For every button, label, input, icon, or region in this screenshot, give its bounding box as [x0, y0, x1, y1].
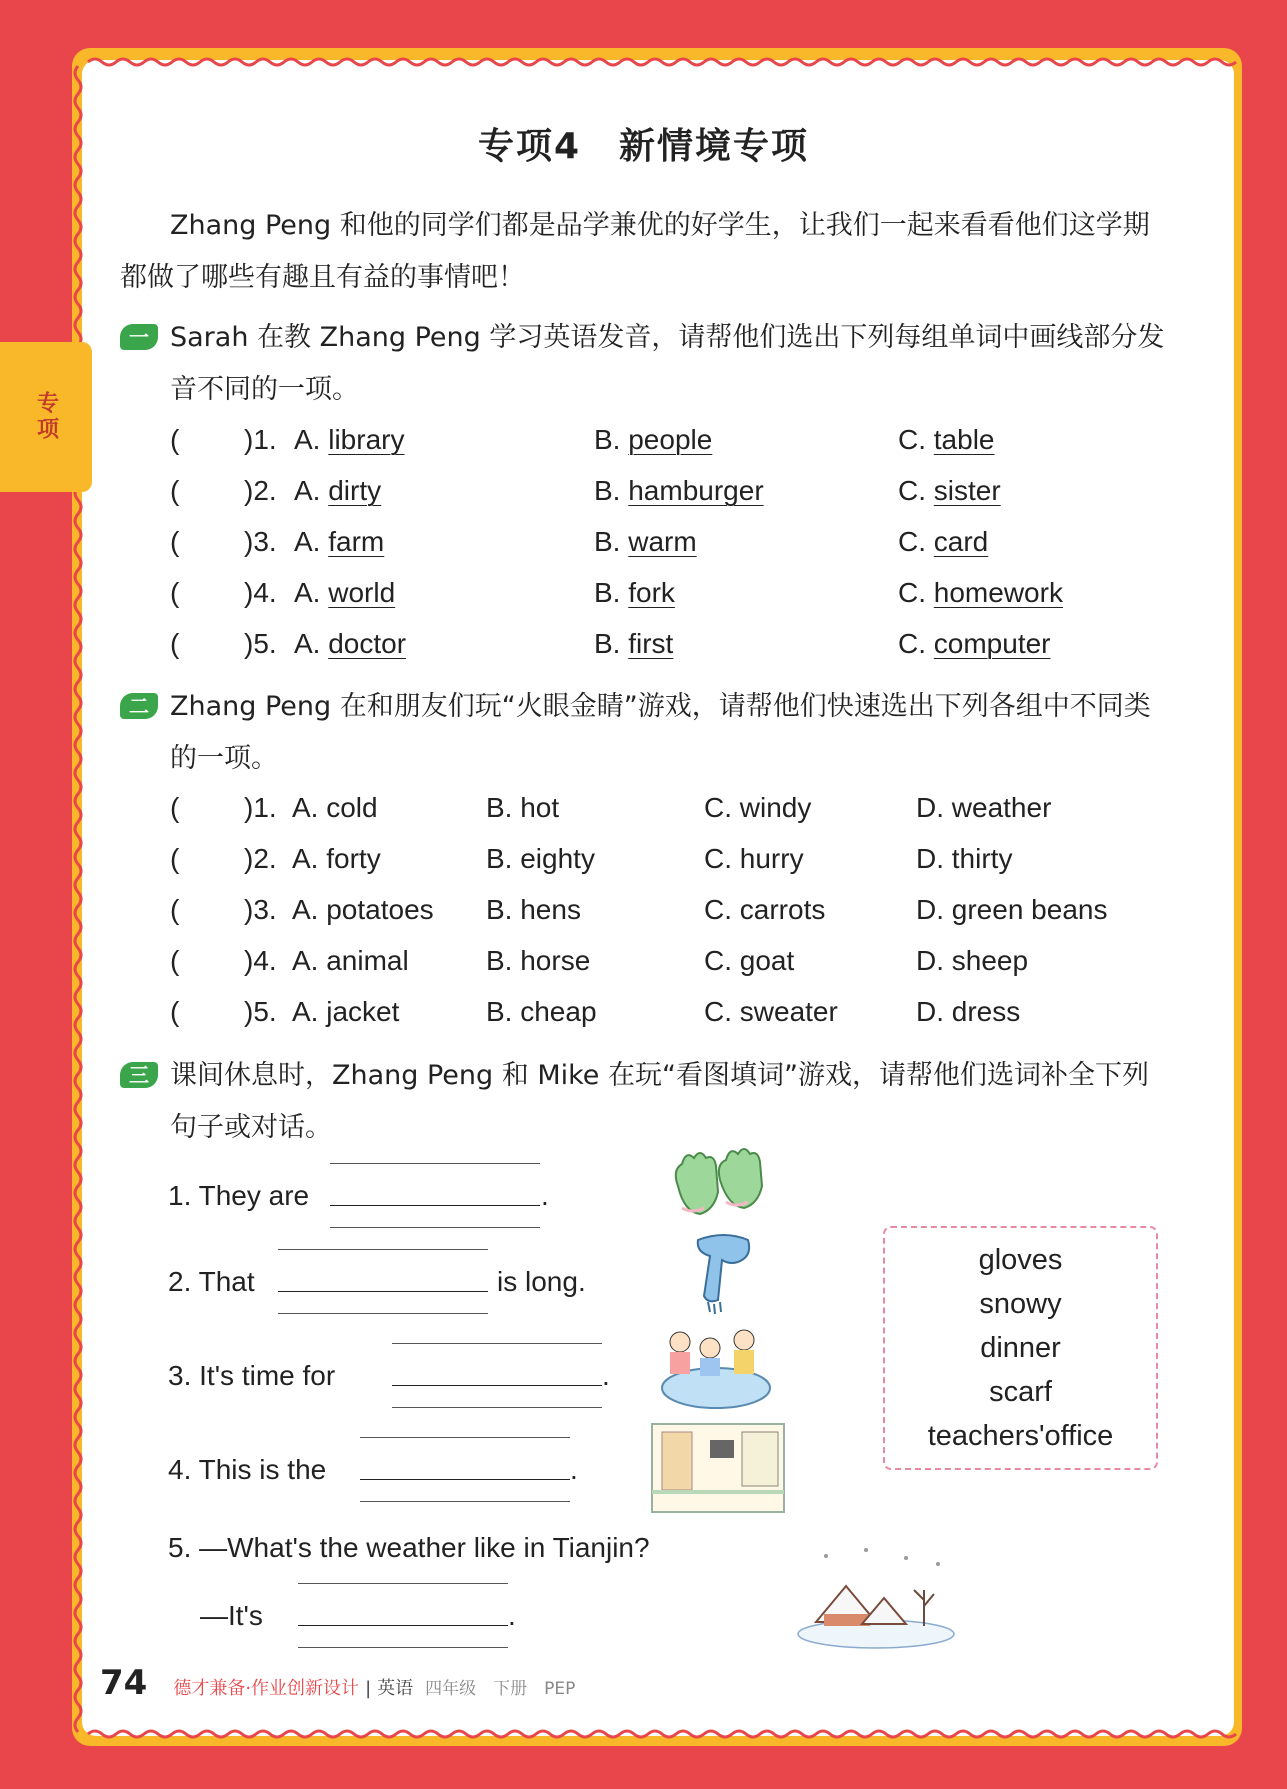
option-letter: A.: [294, 577, 329, 608]
option-c[interactable]: C. goat: [704, 945, 795, 976]
section2-item: [0, 941, 1287, 981]
option-word: homework: [933, 577, 1063, 608]
option-c[interactable]: [898, 624, 1051, 664]
q5-answer-lines[interactable]: [298, 1583, 508, 1647]
word-bank-item: scarf: [989, 1376, 1052, 1408]
answer-paren[interactable]: (: [170, 526, 180, 557]
word-bank-item: snowy: [979, 1288, 1062, 1320]
option-word: table: [933, 424, 995, 455]
option-b[interactable]: B. hens: [486, 894, 581, 925]
fill-question-2: [168, 1262, 255, 1302]
option-d[interactable]: D. weather: [916, 792, 1052, 823]
option-word: first: [628, 628, 674, 659]
option-word: warm: [628, 526, 697, 557]
office-picture: [650, 1422, 786, 1514]
dinner-picture: [658, 1322, 774, 1414]
snowy-picture: [796, 1542, 956, 1650]
q5-prefix: —It's: [200, 1600, 263, 1631]
section1-heading: [120, 312, 1170, 416]
q3-suffix: .: [602, 1360, 610, 1391]
fill-question-5: [200, 1596, 263, 1636]
option-c[interactable]: C. windy: [704, 792, 812, 823]
section1-item: [0, 573, 1287, 613]
q4-answer-lines[interactable]: [360, 1437, 570, 1501]
q1-suffix: .: [541, 1180, 549, 1211]
gloves-picture: [668, 1146, 768, 1230]
option-letter: C.: [898, 424, 934, 455]
section2-item: [0, 992, 1287, 1032]
option-b[interactable]: B. cheap: [486, 996, 597, 1027]
option-d[interactable]: D. dress: [916, 996, 1021, 1027]
q4-suffix: .: [570, 1454, 578, 1485]
option-b[interactable]: [594, 522, 697, 562]
section1-item: [0, 471, 1287, 511]
option-a[interactable]: A. animal: [292, 945, 409, 976]
section1-badge: 一: [120, 324, 158, 350]
option-letter: C.: [898, 577, 934, 608]
q2-suffix: is long.: [497, 1266, 586, 1297]
page-number: 74: [100, 1663, 148, 1703]
section2-badge: 二: [120, 693, 158, 719]
option-a[interactable]: A. cold: [292, 792, 378, 823]
option-word: library: [328, 424, 405, 455]
section2-item: [0, 788, 1287, 828]
option-c[interactable]: [898, 420, 995, 460]
option-letter: A.: [294, 424, 329, 455]
section2-item: [0, 890, 1287, 930]
option-letter: A.: [294, 526, 329, 557]
word-bank-item: dinner: [980, 1332, 1061, 1364]
item-number: )2.: [244, 843, 277, 874]
section3-instruction: 课间休息时，Zhang Peng 和 Mike 在玩“看图填词”游戏，请帮他们选词补全下列句子或对话。: [170, 1060, 1149, 1143]
option-b[interactable]: [594, 624, 673, 664]
section-side-tab: [0, 342, 92, 492]
word-bank-item: gloves: [978, 1244, 1063, 1276]
item-number: )4.: [244, 577, 277, 608]
option-word: doctor: [328, 628, 407, 659]
option-c[interactable]: C. hurry: [704, 843, 804, 874]
answer-paren[interactable]: (: [170, 894, 180, 925]
option-d[interactable]: D. thirty: [916, 843, 1013, 874]
footer-separator: |: [365, 1678, 372, 1699]
section2-heading: [120, 681, 1170, 785]
answer-paren[interactable]: (: [170, 945, 180, 976]
option-a[interactable]: [294, 420, 404, 460]
answer-paren[interactable]: (: [170, 996, 180, 1027]
section2-instruction: Zhang Peng 在和朋友们玩“火眼金睛”游戏，请帮他们快速选出下列各组中不同类的一项。: [170, 691, 1151, 774]
option-letter: C.: [898, 475, 934, 506]
item-number: )1.: [244, 792, 277, 823]
footer-subject: 英语: [377, 1678, 414, 1699]
word-bank-item: teachers'office: [927, 1420, 1114, 1452]
option-c[interactable]: C. carrots: [704, 894, 826, 925]
option-word: hamburger: [628, 475, 764, 506]
option-b[interactable]: B. horse: [486, 945, 591, 976]
option-word: dirty: [328, 475, 382, 506]
option-word: farm: [328, 526, 385, 557]
option-word: world: [328, 577, 396, 608]
item-number: )4.: [244, 945, 277, 976]
section1-instruction: Sarah 在教 Zhang Peng 学习英语发音，请帮他们选出下列每组单词中画线部分发音不同的一项。: [170, 322, 1165, 405]
fill-question-5-line1: 5. —What's the weather like in Tianjin?: [168, 1532, 650, 1563]
option-b[interactable]: [594, 573, 675, 613]
section3-badge: 三: [120, 1062, 158, 1088]
option-word: people: [628, 424, 713, 455]
scarf-picture: [688, 1232, 760, 1316]
side-tab-label: 专项: [33, 391, 59, 443]
section1-item: [0, 522, 1287, 562]
option-d[interactable]: D. green beans: [916, 894, 1108, 925]
page-title: 专项4 新情境专项: [477, 126, 810, 167]
item-number: )5.: [244, 996, 277, 1027]
option-letter: B.: [594, 475, 629, 506]
q3-prefix: 3. It's time for: [168, 1360, 336, 1391]
fill-question-4: [168, 1450, 326, 1490]
option-letter: B.: [594, 526, 629, 557]
option-letter: B.: [594, 424, 629, 455]
footer-brand: 德才兼备·作业创新设计: [173, 1678, 360, 1699]
option-a[interactable]: [294, 522, 384, 562]
q4-prefix: 4. This is the: [168, 1454, 327, 1485]
section2-item: [0, 839, 1287, 879]
q2-answer-lines[interactable]: [278, 1249, 488, 1313]
intro-paragraph: Zhang Peng 和他的同学们都是品学兼优的好学生，让我们一起来看看他们这学期都做了哪些有趣且有益的事情吧！: [120, 210, 1150, 293]
option-c[interactable]: [898, 522, 988, 562]
option-c[interactable]: [898, 471, 1001, 511]
q3-answer-lines[interactable]: [392, 1343, 602, 1407]
section3-heading: [120, 1050, 1170, 1154]
option-b[interactable]: B. eighty: [486, 843, 595, 874]
item-number: )1.: [244, 424, 277, 455]
option-letter: A.: [294, 475, 329, 506]
option-c[interactable]: [898, 573, 1063, 613]
q1-answer-lines[interactable]: [330, 1163, 540, 1227]
section1-item: [0, 624, 1287, 664]
q2-prefix: 2. That: [168, 1266, 255, 1297]
answer-paren[interactable]: (: [170, 577, 180, 608]
option-word: computer: [933, 628, 1051, 659]
item-number: )3.: [244, 894, 277, 925]
option-word: card: [933, 526, 989, 557]
q5-suffix: .: [508, 1600, 516, 1631]
footer-grade: 四年级 下册 PEP: [425, 1679, 576, 1699]
option-a[interactable]: [294, 573, 395, 613]
answer-paren[interactable]: (: [170, 628, 180, 659]
item-number: )3.: [244, 526, 277, 557]
answer-paren[interactable]: (: [170, 792, 180, 823]
option-letter: C.: [898, 628, 934, 659]
option-a[interactable]: A. forty: [292, 843, 381, 874]
option-a[interactable]: [294, 471, 381, 511]
answer-paren[interactable]: (: [170, 475, 180, 506]
q1-prefix: 1. They are: [168, 1180, 310, 1211]
option-letter: C.: [898, 526, 934, 557]
option-letter: A.: [294, 628, 329, 659]
answer-paren[interactable]: (: [170, 843, 180, 874]
item-number: )2.: [244, 475, 277, 506]
option-c[interactable]: C. sweater: [704, 996, 838, 1027]
option-b[interactable]: [594, 420, 712, 460]
option-b[interactable]: [594, 471, 764, 511]
option-a[interactable]: A. jacket: [292, 996, 400, 1027]
option-a[interactable]: [294, 624, 406, 664]
option-word: fork: [628, 577, 675, 608]
section1-item: [0, 420, 1287, 460]
page-footer: [100, 1663, 575, 1703]
answer-paren[interactable]: (: [170, 424, 180, 455]
word-bank: [883, 1226, 1158, 1470]
option-b[interactable]: B. hot: [486, 792, 560, 823]
fill-question-3: [168, 1356, 335, 1396]
option-d[interactable]: D. sheep: [916, 945, 1029, 976]
option-a[interactable]: A. potatoes: [292, 894, 434, 925]
option-letter: B.: [594, 577, 629, 608]
option-word: sister: [933, 475, 1001, 506]
option-letter: B.: [594, 628, 629, 659]
item-number: )5.: [244, 628, 277, 659]
fill-question-1: [168, 1176, 309, 1216]
